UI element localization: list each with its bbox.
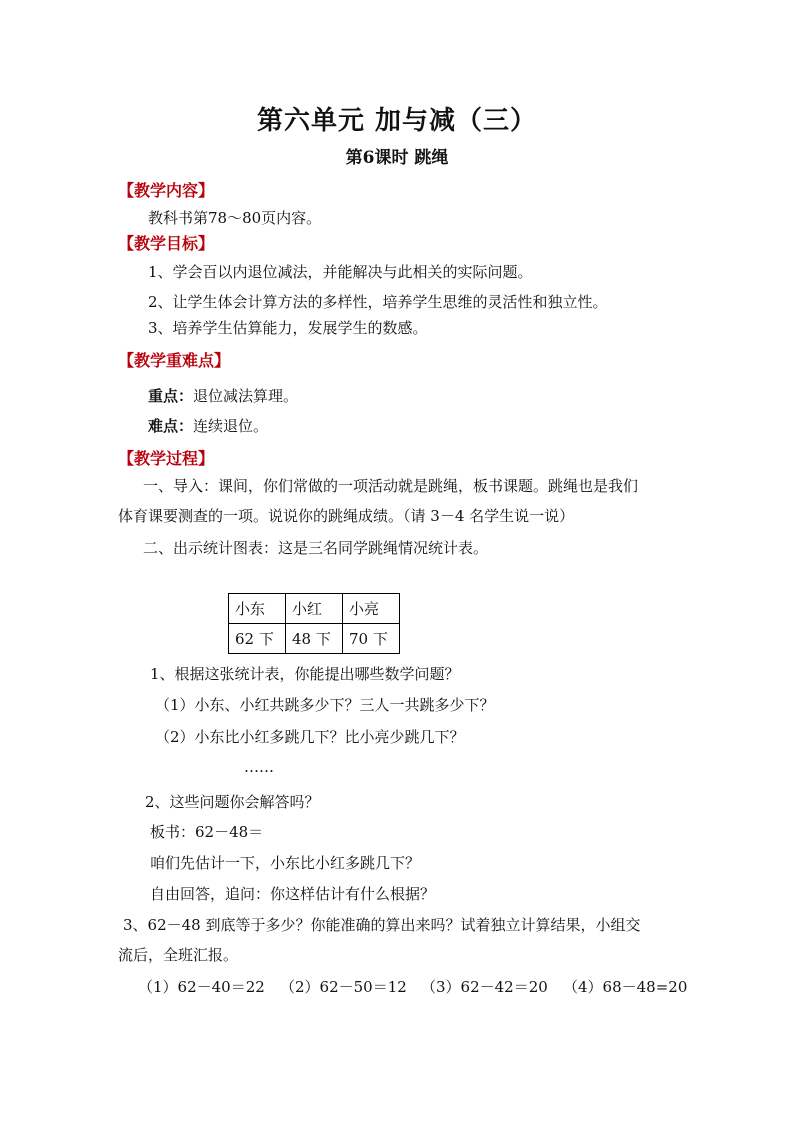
key-text: 退位减法算理。	[193, 387, 299, 405]
estimate-prompt: 咱们先估计一下，小东比小红多跳几下？	[150, 854, 421, 872]
table-cell: 70 下	[343, 624, 400, 654]
table-row	[229, 594, 400, 624]
ellipsis: ……	[244, 758, 274, 776]
table-cell: 48 下	[286, 624, 343, 654]
table-header-cell: 小亮	[343, 594, 400, 624]
page-subtitle: 第6课时 跳绳	[345, 148, 449, 168]
board-writing: 板书：62－48＝	[150, 823, 264, 841]
key-point-line	[148, 386, 298, 406]
hard-point-line	[148, 416, 268, 436]
question-three-line: 3、62－48 到底等于多少？你能准确的算出来吗？试着独立计算结果，小组交	[123, 916, 641, 934]
intro-line: 一、导入：课间，你们常做的一项活动就是跳绳，板书课题。跳绳也是我们	[143, 477, 639, 495]
section-heading-content: 【教学内容】	[118, 181, 215, 200]
table-cell: 62 下	[229, 624, 286, 654]
goal-item: 2、让学生体会计算方法的多样性，培养学生思维的灵活性和独立性。	[148, 293, 608, 311]
content-text: 教科书第78～80页内容。	[148, 209, 322, 227]
goal-item: 3、培养学生估算能力，发展学生的数感。	[148, 319, 428, 337]
answer-prompt: 自由回答，追问：你这样估计有什么根据？	[150, 885, 436, 903]
goal-item: 1、学会百以内退位减法，并能解决与此相关的实际问题。	[148, 263, 533, 281]
method-item: （3）62－42＝20	[421, 978, 548, 996]
question-one: 1、根据这张统计表，你能提出哪些数学问题？	[150, 665, 460, 683]
question-three-line: 流后，全班汇报。	[118, 946, 239, 964]
page-title: 第六单元 加与减（三）	[256, 106, 538, 136]
table-row	[229, 624, 400, 654]
section-heading-process: 【教学过程】	[118, 449, 215, 468]
question-one-a: （1）小东、小红共跳多少下？三人一共跳多少下？	[155, 696, 495, 714]
section-heading-key-points: 【教学重难点】	[118, 351, 231, 370]
method-item: （4）68－48=20	[563, 978, 688, 996]
section-heading-goals: 【教学目标】	[118, 234, 215, 253]
question-one-b: （2）小东比小红多跳几下？比小亮少跳几下？	[155, 728, 465, 746]
hard-label: 难点：	[148, 417, 194, 435]
method-item: （2）62－50＝12	[280, 978, 407, 996]
intro-line: 体育课要测查的一项。说说你的跳绳成绩。（请 3－4 名学生说一说）	[118, 507, 575, 525]
table-header-cell: 小东	[229, 594, 286, 624]
question-two: 2、这些问题你会解答吗？	[145, 793, 320, 811]
hard-text: 连续退位。	[193, 417, 269, 435]
jump-rope-table	[228, 593, 400, 654]
table-header-cell: 小红	[286, 594, 343, 624]
method-item: （1）62－40＝22	[138, 978, 265, 996]
step-two-text: 二、出示统计图表：这是三名同学跳绳情况统计表。	[143, 539, 489, 557]
key-label: 重点：	[148, 387, 194, 405]
